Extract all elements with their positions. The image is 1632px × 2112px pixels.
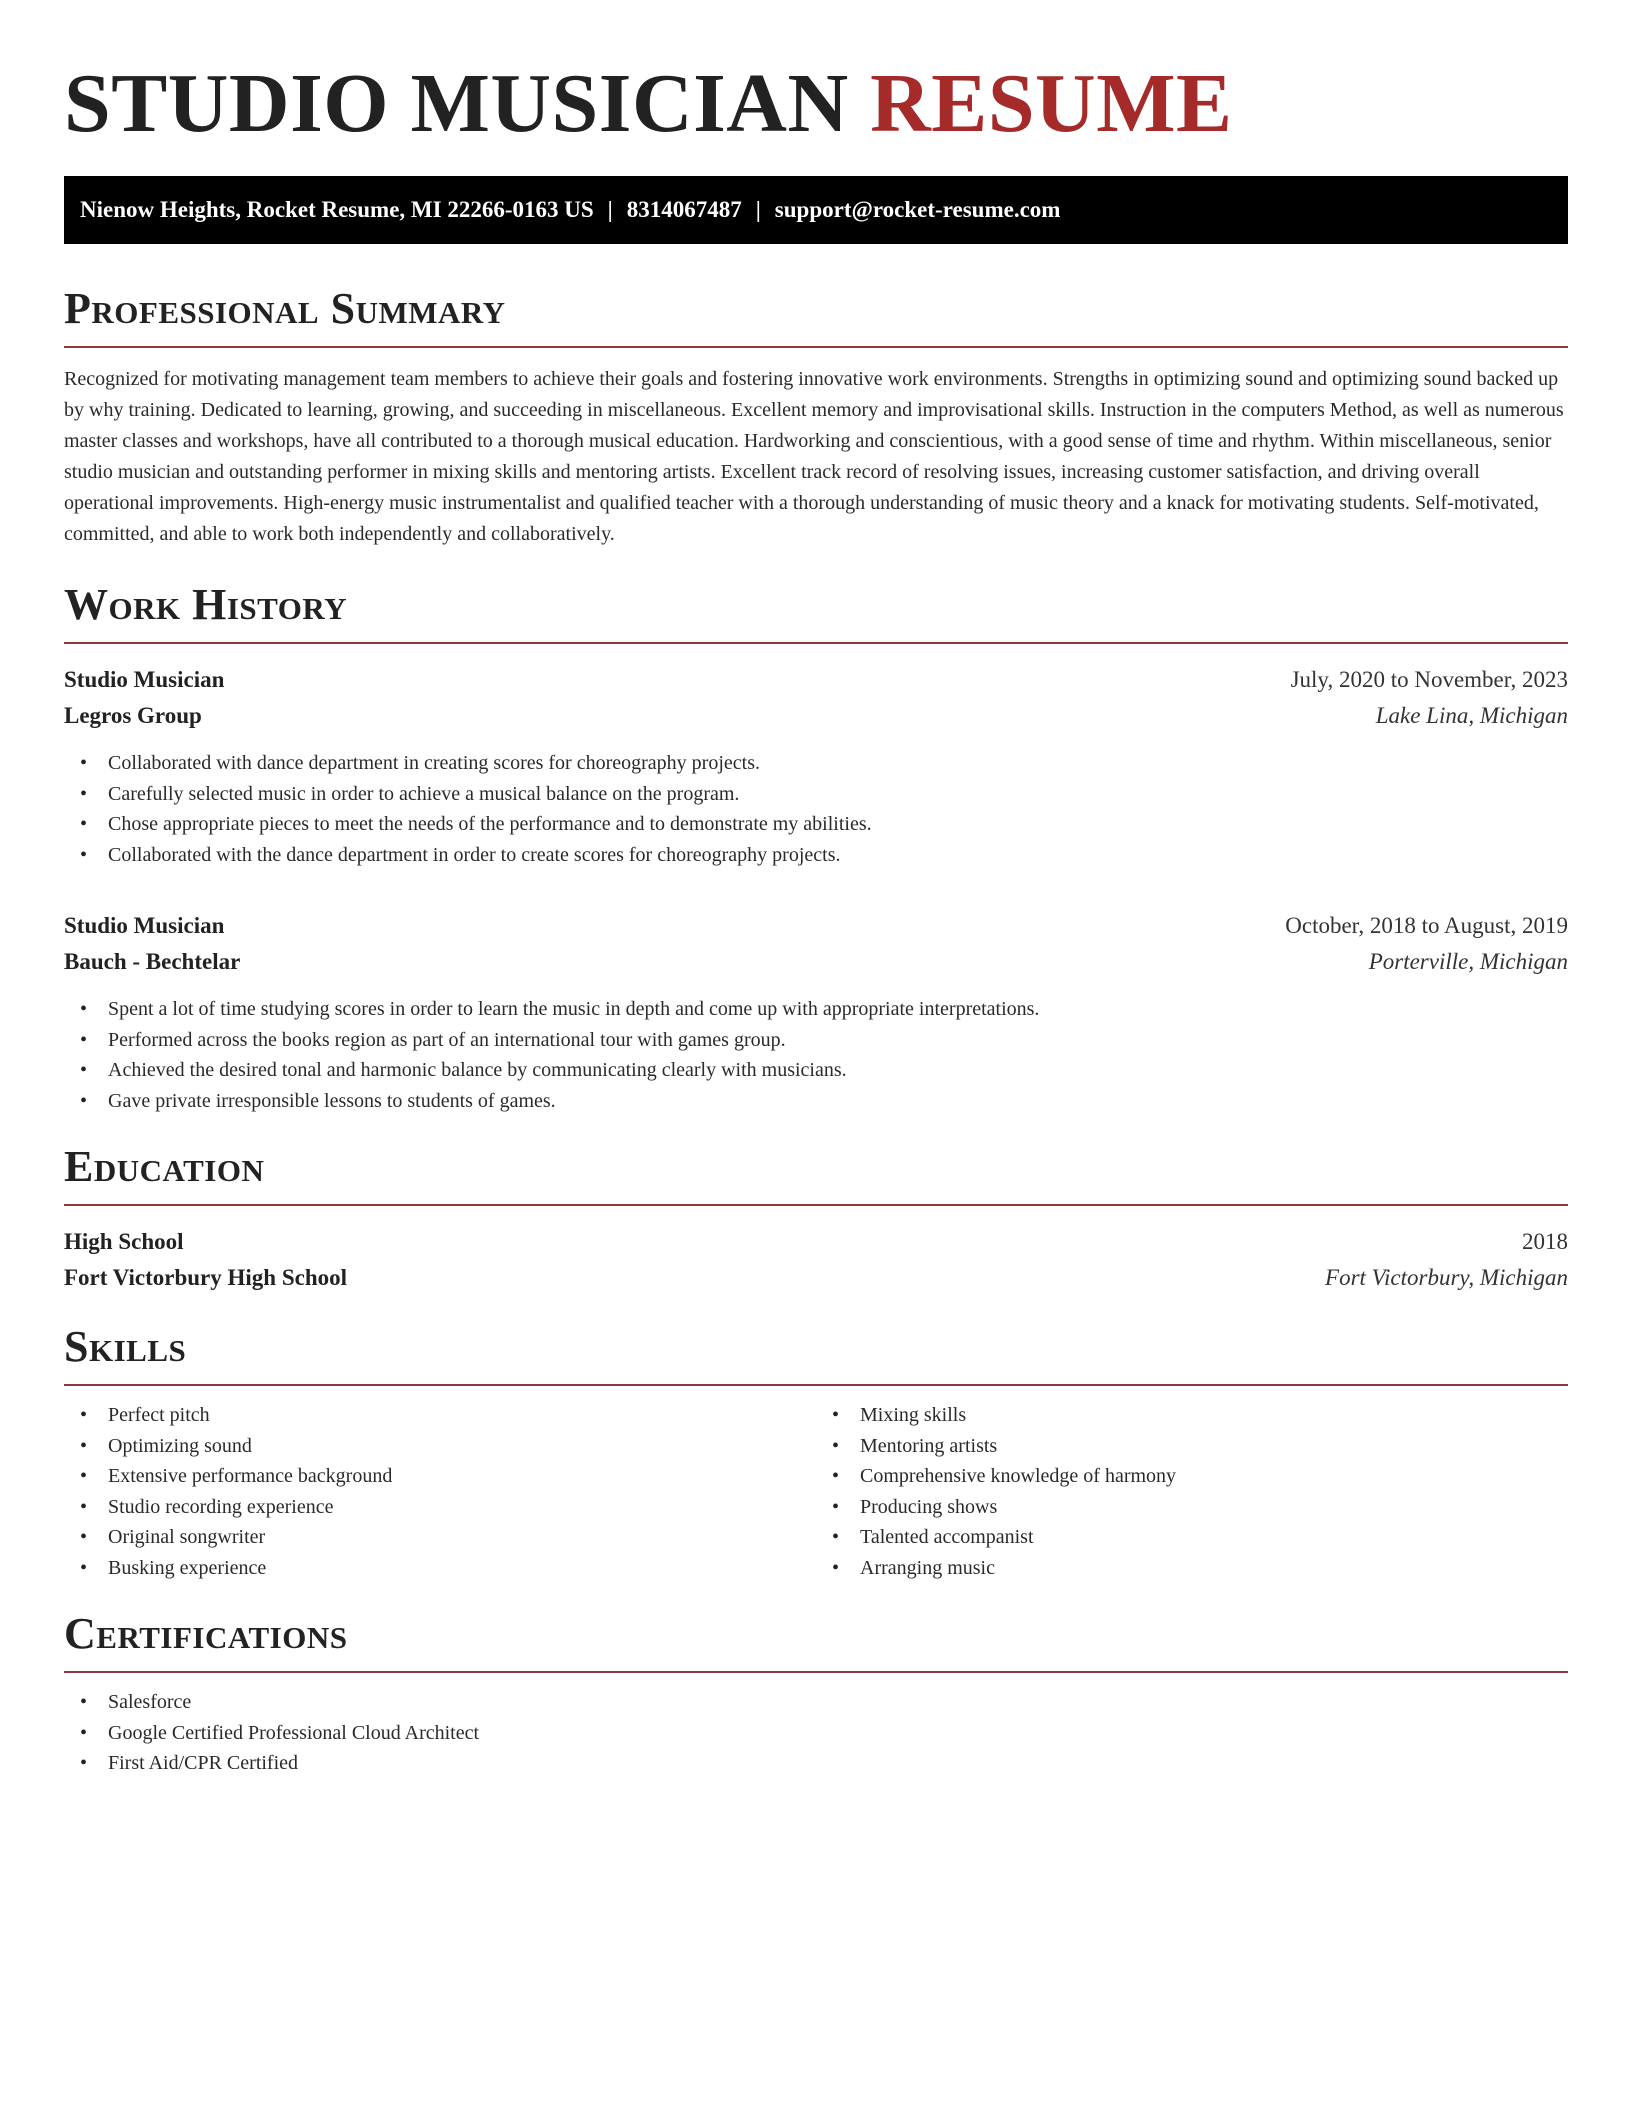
job-dates: October, 2018 to August, 2019: [1285, 913, 1568, 938]
contact-address: Nienow Heights, Rocket Resume, MI 22266-0163 US: [80, 197, 594, 222]
section-heading-work: Work History: [64, 580, 1568, 644]
job-bullet: • Collaborated with the dance department in order to create scores for choreography projects.: [64, 840, 1568, 871]
skill-item: • Talented accompanist: [816, 1522, 1568, 1553]
education-school-row: [64, 1260, 1568, 1296]
job-bullets: [64, 748, 1568, 870]
job-bullet: • Achieved the desired tonal and harmonic balance by communicating clearly with musicians.: [64, 1055, 1568, 1086]
job-bullet: • Chose appropriate pieces to meet the needs of the performance and to demonstrate my abilities.: [64, 809, 1568, 840]
education-school: Fort Victorbury High School: [64, 1265, 348, 1290]
skill-item: • Mixing skills: [816, 1400, 1568, 1431]
skills-grid: [64, 1400, 1568, 1583]
job-bullet: • Spent a lot of time studying scores in order to learn the music in depth and come up with appropriate interpretations.: [64, 994, 1568, 1025]
skills-list-left: [64, 1400, 816, 1583]
job-company-row: [64, 698, 1568, 734]
job-location: Porterville, Michigan: [1368, 949, 1568, 974]
certification-item: • Salesforce: [64, 1687, 1568, 1718]
section-heading-education: Education: [64, 1142, 1568, 1206]
skill-item: • Mentoring artists: [816, 1431, 1568, 1462]
skill-item: • Optimizing sound: [64, 1431, 816, 1462]
job-bullet: • Gave private irresponsible lessons to students of games.: [64, 1086, 1568, 1117]
job-dates: July, 2020 to November, 2023: [1290, 667, 1568, 692]
contact-separator: |: [607, 197, 613, 222]
contact-email: support@rocket-resume.com: [774, 197, 1061, 222]
resume-title: [64, 56, 1568, 152]
section-heading-certifications: Certifications: [64, 1609, 1568, 1673]
job-title: Studio Musician: [64, 913, 225, 938]
job-company: Bauch - Bechtelar: [64, 949, 241, 974]
section-heading-summary: Professional Summary: [64, 284, 1568, 348]
job-title: Studio Musician: [64, 667, 225, 692]
job-title-row: [64, 662, 1568, 698]
job-bullet: • Carefully selected music in order to achieve a musical balance on the program.: [64, 779, 1568, 810]
skills-list-right: [816, 1400, 1568, 1583]
skills-section: [64, 1322, 1568, 1583]
skill-item: • Studio recording experience: [64, 1492, 816, 1523]
job-bullets: [64, 994, 1568, 1116]
job-title-row: [64, 908, 1568, 944]
education-entry: [64, 1224, 1568, 1296]
title-accent: RESUME: [870, 57, 1233, 150]
summary-section: [64, 284, 1568, 550]
job-entry: [64, 662, 1568, 870]
certification-item: • First Aid/CPR Certified: [64, 1748, 1568, 1779]
education-year: 2018: [1522, 1229, 1568, 1254]
education-location: Fort Victorbury, Michigan: [1325, 1265, 1568, 1290]
certifications-section: [64, 1609, 1568, 1779]
education-section: [64, 1142, 1568, 1296]
skill-item: • Original songwriter: [64, 1522, 816, 1553]
job-company-row: [64, 944, 1568, 980]
contact-separator: |: [755, 197, 761, 222]
skill-item: • Busking experience: [64, 1553, 816, 1584]
section-heading-skills: Skills: [64, 1322, 1568, 1386]
job-bullet: • Performed across the books region as part of an international tour with games group.: [64, 1025, 1568, 1056]
education-degree-row: [64, 1224, 1568, 1260]
education-degree: High School: [64, 1229, 184, 1254]
job-location: Lake Lina, Michigan: [1375, 703, 1568, 728]
contact-phone: 8314067487: [626, 197, 742, 222]
job-bullet: • Collaborated with dance department in creating scores for choreography projects.: [64, 748, 1568, 779]
skill-item: • Comprehensive knowledge of harmony: [816, 1461, 1568, 1492]
summary-text: Recognized for motivating management team members to achieve their goals and fostering innovative work environments. Strengths in optimizing sound and optimizing sound backed up by why training. Dedicated to learning, growing, and succeeding in miscellaneous. Excellent memory and improvisational skills. Instruction in the computers Method, as well as numerous master classes and workshops, have all contributed to a thorough musical education. Hardworking and conscientious, with a good sense of time and rhythm. Within miscellaneous, senior studio musician and outstanding performer in mixing skills and mentoring artists. Excellent track record of resolving issues, increasing customer satisfaction, and driving overall operational improvements. High-energy music instrumentalist and qualified teacher with a thorough understanding of music theory and a knack for motivating students. Self-motivated, committed, and able to work both independently and collaboratively.: [64, 368, 1564, 545]
contact-bar: [64, 176, 1568, 244]
job-entry: [64, 908, 1568, 1116]
job-company: Legros Group: [64, 703, 202, 728]
title-main: STUDIO MUSICIAN: [64, 57, 849, 150]
certification-item: • Google Certified Professional Cloud Architect: [64, 1718, 1568, 1749]
certifications-list: [64, 1687, 1568, 1779]
work-history-section: [64, 580, 1568, 1116]
skill-item: • Arranging music: [816, 1553, 1568, 1584]
skill-item: • Extensive performance background: [64, 1461, 816, 1492]
skill-item: • Producing shows: [816, 1492, 1568, 1523]
skill-item: • Perfect pitch: [64, 1400, 816, 1431]
